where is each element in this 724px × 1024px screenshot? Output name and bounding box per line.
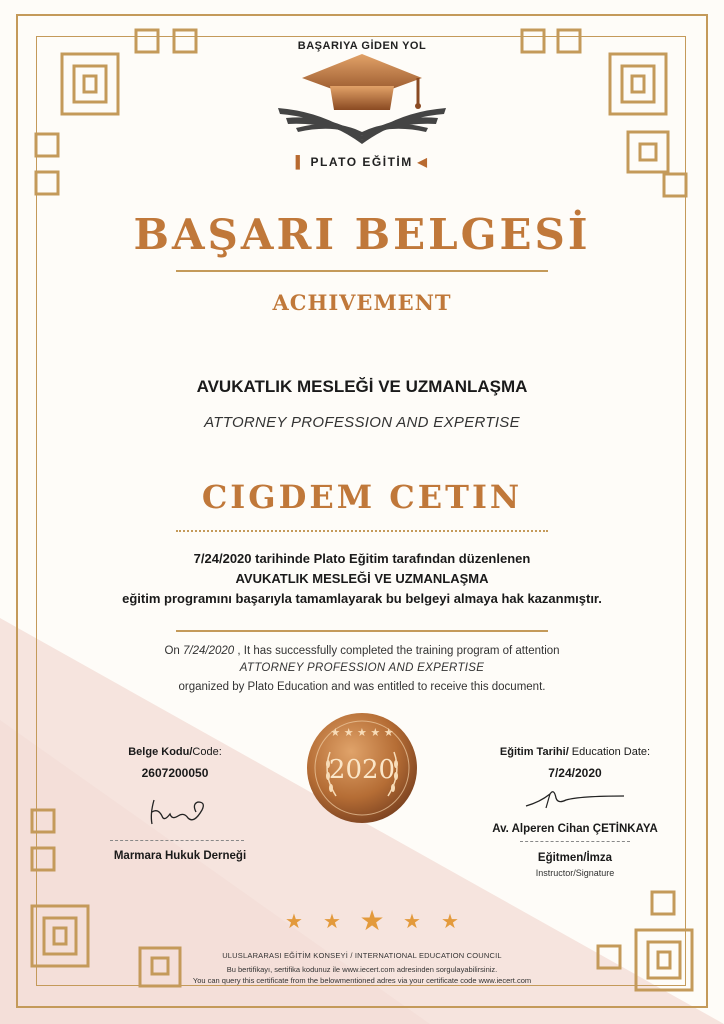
date-label	[460, 746, 690, 758]
star-icon: ★	[359, 904, 385, 936]
brand-mark-left-icon: ▌	[295, 155, 306, 169]
svg-text:★ ★ ★ ★ ★: ★ ★ ★ ★ ★	[330, 726, 394, 739]
brand-mark-right-icon: ◀	[417, 155, 429, 169]
title-divider	[176, 270, 548, 272]
code-label	[80, 746, 270, 758]
statement-en-date: 7/24/2020	[183, 645, 235, 657]
date-label-en: Education Date:	[568, 746, 651, 758]
instructor-signature	[520, 780, 630, 816]
year-seal	[306, 712, 418, 824]
rating-stars	[282, 900, 462, 936]
instructor-role-tr: Eğitmen/İmza	[537, 852, 613, 864]
star-icon: ★	[441, 909, 459, 933]
instructor-signature-line	[520, 841, 630, 842]
org-name: Marmara Hukuk Derneği	[113, 850, 247, 862]
star-icon: ★	[285, 909, 303, 933]
org-signature	[140, 790, 220, 832]
brand-slogan: BAŞARIYA GİDEN YOL	[297, 40, 427, 52]
statement-en-line2: ATTORNEY PROFESSION AND EXPERTISE	[239, 662, 485, 674]
code-label-en: Code:	[192, 746, 222, 758]
statement-tr-line2: AVUKATLIK MESLEĞİ VE UZMANLAŞMA	[235, 571, 489, 586]
footer-council: ULUSLARARASI EĞİTİM KONSEYİ / INTERNATIONAL EDUCATION COUNCIL	[222, 951, 502, 960]
recipient-name: CIGDEM CETIN	[201, 478, 523, 516]
statement-en-suffix: , It has successfully completed the training program of attention	[234, 645, 560, 657]
statement-en-prefix: On	[164, 645, 183, 657]
statement-en-line3: organized by Plato Education and was entitled to receive this document.	[178, 681, 546, 693]
code-value: 2607200050	[141, 766, 209, 780]
course-title-en: ATTORNEY PROFESSION AND EXPERTISE	[204, 414, 520, 431]
statement-tr-line3: eğitim programını başarıyla tamamlayarak bu belgeyi almaya hak kazanmıştır.	[122, 591, 602, 606]
footer-query-en: You can query this certificate from the belowmentioned adres via your certificate code www.iecert.com	[192, 976, 532, 985]
statement-divider	[176, 630, 548, 632]
org-signature-line	[110, 840, 244, 841]
star-icon: ★	[403, 909, 421, 933]
seal-year: 2020	[328, 755, 396, 785]
graduation-cap-logo	[272, 52, 452, 152]
date-label-tr: Eğitim Tarihi/	[499, 746, 569, 758]
instructor-name: Av. Alperen Cihan ÇETİNKAYA	[492, 823, 658, 835]
course-title-tr: AVUKATLIK MESLEĞİ VE UZMANLAŞMA	[196, 377, 528, 396]
brand-name-bar	[0, 155, 724, 169]
footer-query-tr: Bu bertifikayı, sertifika kodunuz ile www.iecert.com adresinden sorgulayabilirsiniz.	[226, 965, 498, 974]
brand-name: PLATO EĞİTİM	[310, 155, 413, 169]
statement-en-line1	[0, 645, 724, 657]
star-icon: ★	[323, 909, 341, 933]
instructor-role-en: Instructor/Signature	[535, 868, 615, 878]
statement-tr-line1: 7/24/2020 tarihinde Plato Eğitim tarafından düzenlenen	[193, 551, 531, 566]
certificate-title: BAŞARI BELGESİ	[133, 210, 591, 259]
name-divider	[176, 530, 548, 532]
certificate-subtitle: ACHIVEMENT	[272, 290, 452, 315]
code-label-tr: Belge Kodu/	[128, 746, 193, 758]
date-value: 7/24/2020	[548, 766, 602, 780]
